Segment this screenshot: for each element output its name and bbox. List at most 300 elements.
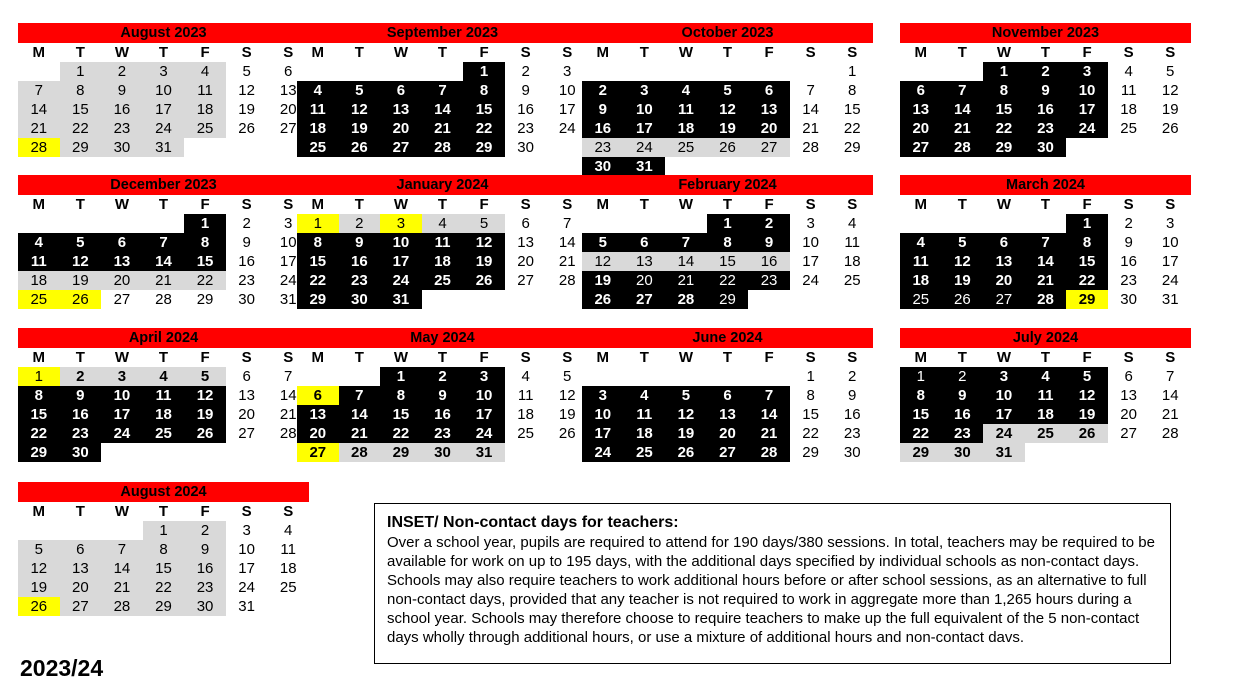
day-cell: 9 bbox=[848, 387, 857, 404]
weekday-header: T bbox=[1040, 349, 1051, 366]
inset-note-box bbox=[374, 503, 1171, 664]
weekday-header: M bbox=[311, 196, 325, 213]
day-cell: 6 bbox=[380, 81, 422, 100]
day-cell: 21 bbox=[942, 119, 984, 138]
empty-cell bbox=[18, 521, 60, 540]
day-cell: 16 bbox=[517, 101, 534, 118]
day-cell: 10 bbox=[558, 82, 576, 99]
day-cell: 30 bbox=[238, 291, 255, 308]
day-cell: 9 bbox=[339, 233, 381, 252]
day-cell: 19 bbox=[18, 578, 60, 597]
day-cell: 4 bbox=[1025, 367, 1067, 386]
day-cell: 20 bbox=[60, 578, 102, 597]
day-cell: 15 bbox=[843, 101, 861, 118]
note-title: INSET/ Non-contact days for teachers: bbox=[387, 514, 679, 531]
day-cell: 31 bbox=[1161, 291, 1179, 308]
day-cell: 8 bbox=[1066, 233, 1108, 252]
day-cell: 20 bbox=[380, 119, 422, 138]
day-cell: 11 bbox=[665, 100, 707, 119]
day-cell: 15 bbox=[1066, 252, 1108, 271]
day-cell: 26 bbox=[60, 290, 102, 309]
day-cell: 23 bbox=[582, 138, 624, 157]
day-cell: 7 bbox=[1166, 368, 1175, 385]
day-cell: 27 bbox=[279, 120, 297, 137]
day-cell: 19 bbox=[942, 271, 984, 290]
day-cell: 12 bbox=[1066, 386, 1108, 405]
day-cell: 24 bbox=[983, 424, 1025, 443]
day-cell: 3 bbox=[1166, 215, 1175, 232]
day-cell: 7 bbox=[18, 81, 60, 100]
day-cell: 25 bbox=[624, 443, 666, 462]
day-cell: 19 bbox=[707, 119, 749, 138]
day-cell: 26 bbox=[238, 120, 255, 137]
weekday-header: T bbox=[1040, 44, 1051, 61]
day-cell: 26 bbox=[339, 138, 381, 157]
day-cell: 2 bbox=[339, 214, 381, 233]
weekday-header: W bbox=[393, 349, 408, 366]
day-cell: 24 bbox=[1066, 119, 1108, 138]
day-cell: 2 bbox=[582, 81, 624, 100]
day-cell: 30 bbox=[843, 444, 861, 461]
empty-cell bbox=[665, 62, 707, 81]
weekday-header: W bbox=[678, 44, 693, 61]
month-title: April 2024 bbox=[18, 328, 309, 348]
day-cell: 28 bbox=[101, 597, 143, 616]
weekday-header: W bbox=[114, 503, 129, 520]
weekday-header: M bbox=[914, 196, 928, 213]
empty-cell bbox=[380, 62, 422, 81]
day-cell: 1 bbox=[297, 214, 339, 233]
day-cell: 6 bbox=[60, 540, 102, 559]
day-cell: 14 bbox=[143, 252, 185, 271]
day-cell: 19 bbox=[238, 101, 255, 118]
weekday-header: F bbox=[1082, 44, 1092, 61]
day-cell: 26 bbox=[1066, 424, 1108, 443]
month-title: May 2024 bbox=[297, 328, 588, 348]
day-cell: 12 bbox=[942, 252, 984, 271]
month-calendar bbox=[18, 175, 309, 309]
day-cell: 3 bbox=[380, 214, 422, 233]
day-cell: 20 bbox=[624, 271, 666, 290]
day-cell: 9 bbox=[242, 234, 251, 251]
day-cell: 16 bbox=[339, 252, 381, 271]
day-cell: 25 bbox=[517, 425, 534, 442]
day-cell: 15 bbox=[143, 559, 185, 578]
day-cell: 15 bbox=[900, 405, 942, 424]
day-cell: 27 bbox=[900, 138, 942, 157]
day-cell: 21 bbox=[1161, 406, 1179, 423]
weekday-header: M bbox=[32, 503, 46, 520]
day-cell: 16 bbox=[101, 100, 143, 119]
day-cell: 27 bbox=[60, 597, 102, 616]
weekday-header: T bbox=[957, 349, 967, 366]
weekday-header: T bbox=[75, 503, 85, 520]
day-cell: 4 bbox=[284, 522, 293, 539]
day-cell: 18 bbox=[184, 100, 226, 119]
day-cell: 22 bbox=[184, 271, 226, 290]
day-cell: 28 bbox=[1025, 290, 1067, 309]
day-cell: 25 bbox=[297, 138, 339, 157]
weekday-header: S bbox=[241, 503, 252, 520]
day-cell: 28 bbox=[18, 138, 60, 157]
day-cell: 27 bbox=[1120, 425, 1137, 442]
day-cell: 24 bbox=[463, 424, 505, 443]
weekday-header: F bbox=[479, 349, 489, 366]
weekday-header: S bbox=[241, 196, 252, 213]
day-cell: 4 bbox=[624, 386, 666, 405]
day-cell: 8 bbox=[900, 386, 942, 405]
day-cell: 9 bbox=[101, 81, 143, 100]
weekday-header: S bbox=[283, 349, 294, 366]
empty-cell bbox=[1025, 214, 1067, 233]
day-cell: 13 bbox=[1120, 387, 1137, 404]
empty-cell bbox=[143, 214, 185, 233]
day-cell: 14 bbox=[558, 234, 576, 251]
day-cell: 25 bbox=[900, 290, 942, 309]
day-cell: 3 bbox=[624, 81, 666, 100]
day-cell: 7 bbox=[665, 233, 707, 252]
weekday-header: T bbox=[158, 349, 169, 366]
weekday-header: S bbox=[520, 44, 531, 61]
day-cell: 23 bbox=[184, 578, 226, 597]
weekday-header: S bbox=[1123, 44, 1134, 61]
weekday-header: T bbox=[639, 44, 649, 61]
weekday-header: M bbox=[596, 196, 610, 213]
weekday-header: W bbox=[996, 196, 1011, 213]
empty-cell bbox=[582, 62, 624, 81]
day-cell: 23 bbox=[748, 271, 790, 290]
day-cell: 11 bbox=[517, 387, 534, 404]
month-calendar bbox=[900, 328, 1191, 462]
weekday-header: T bbox=[354, 196, 364, 213]
month-calendar bbox=[297, 175, 588, 309]
day-cell: 28 bbox=[558, 272, 576, 289]
day-cell: 16 bbox=[60, 405, 102, 424]
day-cell: 22 bbox=[900, 424, 942, 443]
day-cell: 9 bbox=[60, 386, 102, 405]
day-cell: 26 bbox=[707, 138, 749, 157]
month-calendar bbox=[18, 328, 309, 462]
day-cell: 8 bbox=[848, 82, 857, 99]
day-cell: 30 bbox=[1025, 138, 1067, 157]
day-cell: 29 bbox=[900, 443, 942, 462]
day-cell: 4 bbox=[665, 81, 707, 100]
day-cell: 26 bbox=[1161, 120, 1179, 137]
day-cell: 15 bbox=[380, 405, 422, 424]
weekday-header: W bbox=[114, 349, 129, 366]
weekday-header: M bbox=[311, 44, 325, 61]
day-cell: 18 bbox=[900, 271, 942, 290]
day-cell: 15 bbox=[18, 405, 60, 424]
day-cell: 30 bbox=[339, 290, 381, 309]
month-calendar bbox=[18, 23, 309, 157]
day-cell: 8 bbox=[463, 81, 505, 100]
day-cell: 1 bbox=[1066, 214, 1108, 233]
day-cell: 7 bbox=[284, 368, 293, 385]
day-cell: 20 bbox=[517, 253, 534, 270]
day-cell: 29 bbox=[983, 138, 1025, 157]
day-cell: 7 bbox=[1025, 233, 1067, 252]
day-cell: 16 bbox=[1025, 100, 1067, 119]
weekday-header: W bbox=[114, 196, 129, 213]
weekday-header: S bbox=[562, 44, 573, 61]
day-cell: 6 bbox=[1124, 368, 1133, 385]
weekday-header: T bbox=[957, 44, 967, 61]
day-cell: 18 bbox=[279, 560, 297, 577]
day-cell: 21 bbox=[101, 578, 143, 597]
weekday-header: T bbox=[722, 196, 733, 213]
day-cell: 10 bbox=[101, 386, 143, 405]
day-cell: 18 bbox=[297, 119, 339, 138]
day-cell: 22 bbox=[297, 271, 339, 290]
empty-cell bbox=[297, 62, 339, 81]
day-cell: 21 bbox=[558, 253, 576, 270]
day-cell: 30 bbox=[582, 157, 624, 176]
weekday-header: M bbox=[32, 196, 46, 213]
day-cell: 2 bbox=[60, 367, 102, 386]
day-cell: 15 bbox=[184, 252, 226, 271]
day-cell: 9 bbox=[582, 100, 624, 119]
day-cell: 8 bbox=[184, 233, 226, 252]
day-cell: 18 bbox=[665, 119, 707, 138]
month-calendar bbox=[297, 328, 588, 462]
day-cell: 22 bbox=[983, 119, 1025, 138]
day-cell: 16 bbox=[422, 405, 464, 424]
empty-cell bbox=[983, 214, 1025, 233]
day-cell: 3 bbox=[582, 386, 624, 405]
day-cell: 22 bbox=[707, 271, 749, 290]
day-cell: 8 bbox=[18, 386, 60, 405]
weekday-header: M bbox=[596, 44, 610, 61]
day-cell: 21 bbox=[339, 424, 381, 443]
day-cell: 6 bbox=[983, 233, 1025, 252]
day-cell: 8 bbox=[983, 81, 1025, 100]
day-cell: 17 bbox=[101, 405, 143, 424]
empty-cell bbox=[707, 62, 749, 81]
day-cell: 11 bbox=[297, 100, 339, 119]
day-cell: 29 bbox=[707, 290, 749, 309]
month-calendar bbox=[18, 482, 309, 616]
day-cell: 14 bbox=[101, 559, 143, 578]
day-cell: 25 bbox=[843, 272, 861, 289]
day-cell: 14 bbox=[1161, 387, 1179, 404]
weekday-header: F bbox=[479, 196, 489, 213]
month-title: November 2023 bbox=[900, 23, 1191, 43]
day-cell: 16 bbox=[184, 559, 226, 578]
day-cell: 8 bbox=[707, 233, 749, 252]
day-cell: 13 bbox=[624, 252, 666, 271]
day-cell: 16 bbox=[748, 252, 790, 271]
day-cell: 15 bbox=[60, 100, 102, 119]
day-cell: 8 bbox=[297, 233, 339, 252]
day-cell: 23 bbox=[339, 271, 381, 290]
day-cell: 22 bbox=[463, 119, 505, 138]
day-cell: 28 bbox=[748, 443, 790, 462]
day-cell: 27 bbox=[238, 425, 255, 442]
empty-cell bbox=[624, 367, 666, 386]
day-cell: 14 bbox=[748, 405, 790, 424]
day-cell: 9 bbox=[184, 540, 226, 559]
day-cell: 26 bbox=[665, 443, 707, 462]
day-cell: 17 bbox=[279, 253, 297, 270]
day-cell: 13 bbox=[748, 100, 790, 119]
day-cell: 24 bbox=[1161, 272, 1179, 289]
month-grid bbox=[18, 195, 309, 309]
day-cell: 27 bbox=[748, 138, 790, 157]
day-cell: 7 bbox=[101, 540, 143, 559]
day-cell: 16 bbox=[582, 119, 624, 138]
day-cell: 23 bbox=[60, 424, 102, 443]
day-cell: 2 bbox=[748, 214, 790, 233]
day-cell: 12 bbox=[665, 405, 707, 424]
empty-cell bbox=[624, 214, 666, 233]
empty-cell bbox=[665, 367, 707, 386]
day-cell: 15 bbox=[707, 252, 749, 271]
day-cell: 16 bbox=[238, 253, 255, 270]
day-cell: 12 bbox=[238, 82, 255, 99]
weekday-header: W bbox=[996, 44, 1011, 61]
day-cell: 28 bbox=[1161, 425, 1179, 442]
weekday-header: M bbox=[32, 349, 46, 366]
day-cell: 15 bbox=[297, 252, 339, 271]
day-cell: 21 bbox=[665, 271, 707, 290]
day-cell: 29 bbox=[463, 138, 505, 157]
day-cell: 8 bbox=[60, 81, 102, 100]
day-cell: 17 bbox=[558, 101, 576, 118]
day-cell: 1 bbox=[848, 63, 857, 80]
month-title: December 2023 bbox=[18, 175, 309, 195]
day-cell: 24 bbox=[101, 424, 143, 443]
day-cell: 29 bbox=[18, 443, 60, 462]
day-cell: 16 bbox=[1120, 253, 1137, 270]
day-cell: 12 bbox=[463, 233, 505, 252]
day-cell: 10 bbox=[463, 386, 505, 405]
day-cell: 25 bbox=[18, 290, 60, 309]
day-cell: 2 bbox=[942, 367, 984, 386]
day-cell: 5 bbox=[942, 233, 984, 252]
empty-cell bbox=[665, 214, 707, 233]
day-cell: 4 bbox=[521, 368, 530, 385]
day-cell: 22 bbox=[60, 119, 102, 138]
day-cell: 28 bbox=[665, 290, 707, 309]
weekday-header: W bbox=[678, 196, 693, 213]
weekday-header: S bbox=[1123, 349, 1134, 366]
day-cell: 7 bbox=[422, 81, 464, 100]
day-cell: 28 bbox=[339, 443, 381, 462]
weekday-header: S bbox=[241, 349, 252, 366]
day-cell: 26 bbox=[582, 290, 624, 309]
day-cell: 1 bbox=[707, 214, 749, 233]
day-cell: 26 bbox=[184, 424, 226, 443]
month-title: June 2024 bbox=[582, 328, 873, 348]
empty-cell bbox=[707, 367, 749, 386]
day-cell: 1 bbox=[60, 62, 102, 81]
weekday-header: M bbox=[596, 349, 610, 366]
day-cell: 4 bbox=[184, 62, 226, 81]
day-cell: 3 bbox=[806, 215, 815, 232]
weekday-header: T bbox=[75, 196, 85, 213]
day-cell: 9 bbox=[942, 386, 984, 405]
empty-cell bbox=[790, 62, 832, 81]
day-cell: 1 bbox=[380, 367, 422, 386]
day-cell: 1 bbox=[18, 367, 60, 386]
weekday-header: T bbox=[639, 196, 649, 213]
day-cell: 9 bbox=[1025, 81, 1067, 100]
day-cell: 11 bbox=[900, 252, 942, 271]
day-cell: 3 bbox=[101, 367, 143, 386]
day-cell: 5 bbox=[463, 214, 505, 233]
weekday-header: T bbox=[437, 44, 448, 61]
day-cell: 4 bbox=[900, 233, 942, 252]
day-cell: 21 bbox=[18, 119, 60, 138]
day-cell: 5 bbox=[242, 63, 251, 80]
day-cell: 6 bbox=[624, 233, 666, 252]
day-cell: 12 bbox=[18, 559, 60, 578]
day-cell: 4 bbox=[1124, 63, 1133, 80]
day-cell: 2 bbox=[521, 63, 530, 80]
day-cell: 20 bbox=[707, 424, 749, 443]
month-grid bbox=[297, 195, 588, 309]
day-cell: 24 bbox=[802, 272, 819, 289]
weekday-header: S bbox=[241, 44, 252, 61]
month-title: September 2023 bbox=[297, 23, 588, 43]
day-cell: 27 bbox=[113, 291, 131, 308]
day-cell: 29 bbox=[843, 139, 861, 156]
day-cell: 9 bbox=[1124, 234, 1133, 251]
day-cell: 13 bbox=[60, 559, 102, 578]
day-cell: 17 bbox=[802, 253, 819, 270]
day-cell: 24 bbox=[380, 271, 422, 290]
weekday-header: T bbox=[158, 503, 169, 520]
month-title: October 2023 bbox=[582, 23, 873, 43]
weekday-header: M bbox=[914, 44, 928, 61]
day-cell: 21 bbox=[748, 424, 790, 443]
weekday-header: W bbox=[678, 349, 693, 366]
day-cell: 10 bbox=[143, 81, 185, 100]
day-cell: 10 bbox=[279, 234, 297, 251]
day-cell: 2 bbox=[1025, 62, 1067, 81]
day-cell: 20 bbox=[900, 119, 942, 138]
day-cell: 2 bbox=[848, 368, 857, 385]
weekday-header: F bbox=[200, 44, 210, 61]
empty-cell bbox=[422, 62, 464, 81]
empty-cell bbox=[18, 214, 60, 233]
empty-cell bbox=[101, 521, 143, 540]
day-cell: 23 bbox=[517, 120, 534, 137]
day-cell: 6 bbox=[297, 386, 339, 405]
day-cell: 28 bbox=[422, 138, 464, 157]
day-cell: 25 bbox=[1120, 120, 1137, 137]
day-cell: 6 bbox=[101, 233, 143, 252]
day-cell: 8 bbox=[380, 386, 422, 405]
day-cell: 3 bbox=[143, 62, 185, 81]
weekday-header: F bbox=[200, 503, 210, 520]
day-cell: 24 bbox=[238, 579, 255, 596]
day-cell: 17 bbox=[1066, 100, 1108, 119]
day-cell: 23 bbox=[1025, 119, 1067, 138]
day-cell: 24 bbox=[624, 138, 666, 157]
day-cell: 6 bbox=[521, 215, 530, 232]
day-cell: 20 bbox=[279, 101, 297, 118]
weekday-header: M bbox=[914, 349, 928, 366]
month-grid bbox=[297, 348, 588, 462]
day-cell: 13 bbox=[238, 387, 255, 404]
day-cell: 28 bbox=[802, 139, 819, 156]
day-cell: 29 bbox=[143, 597, 185, 616]
day-cell: 30 bbox=[184, 597, 226, 616]
weekday-header: S bbox=[1123, 196, 1134, 213]
day-cell: 25 bbox=[1025, 424, 1067, 443]
